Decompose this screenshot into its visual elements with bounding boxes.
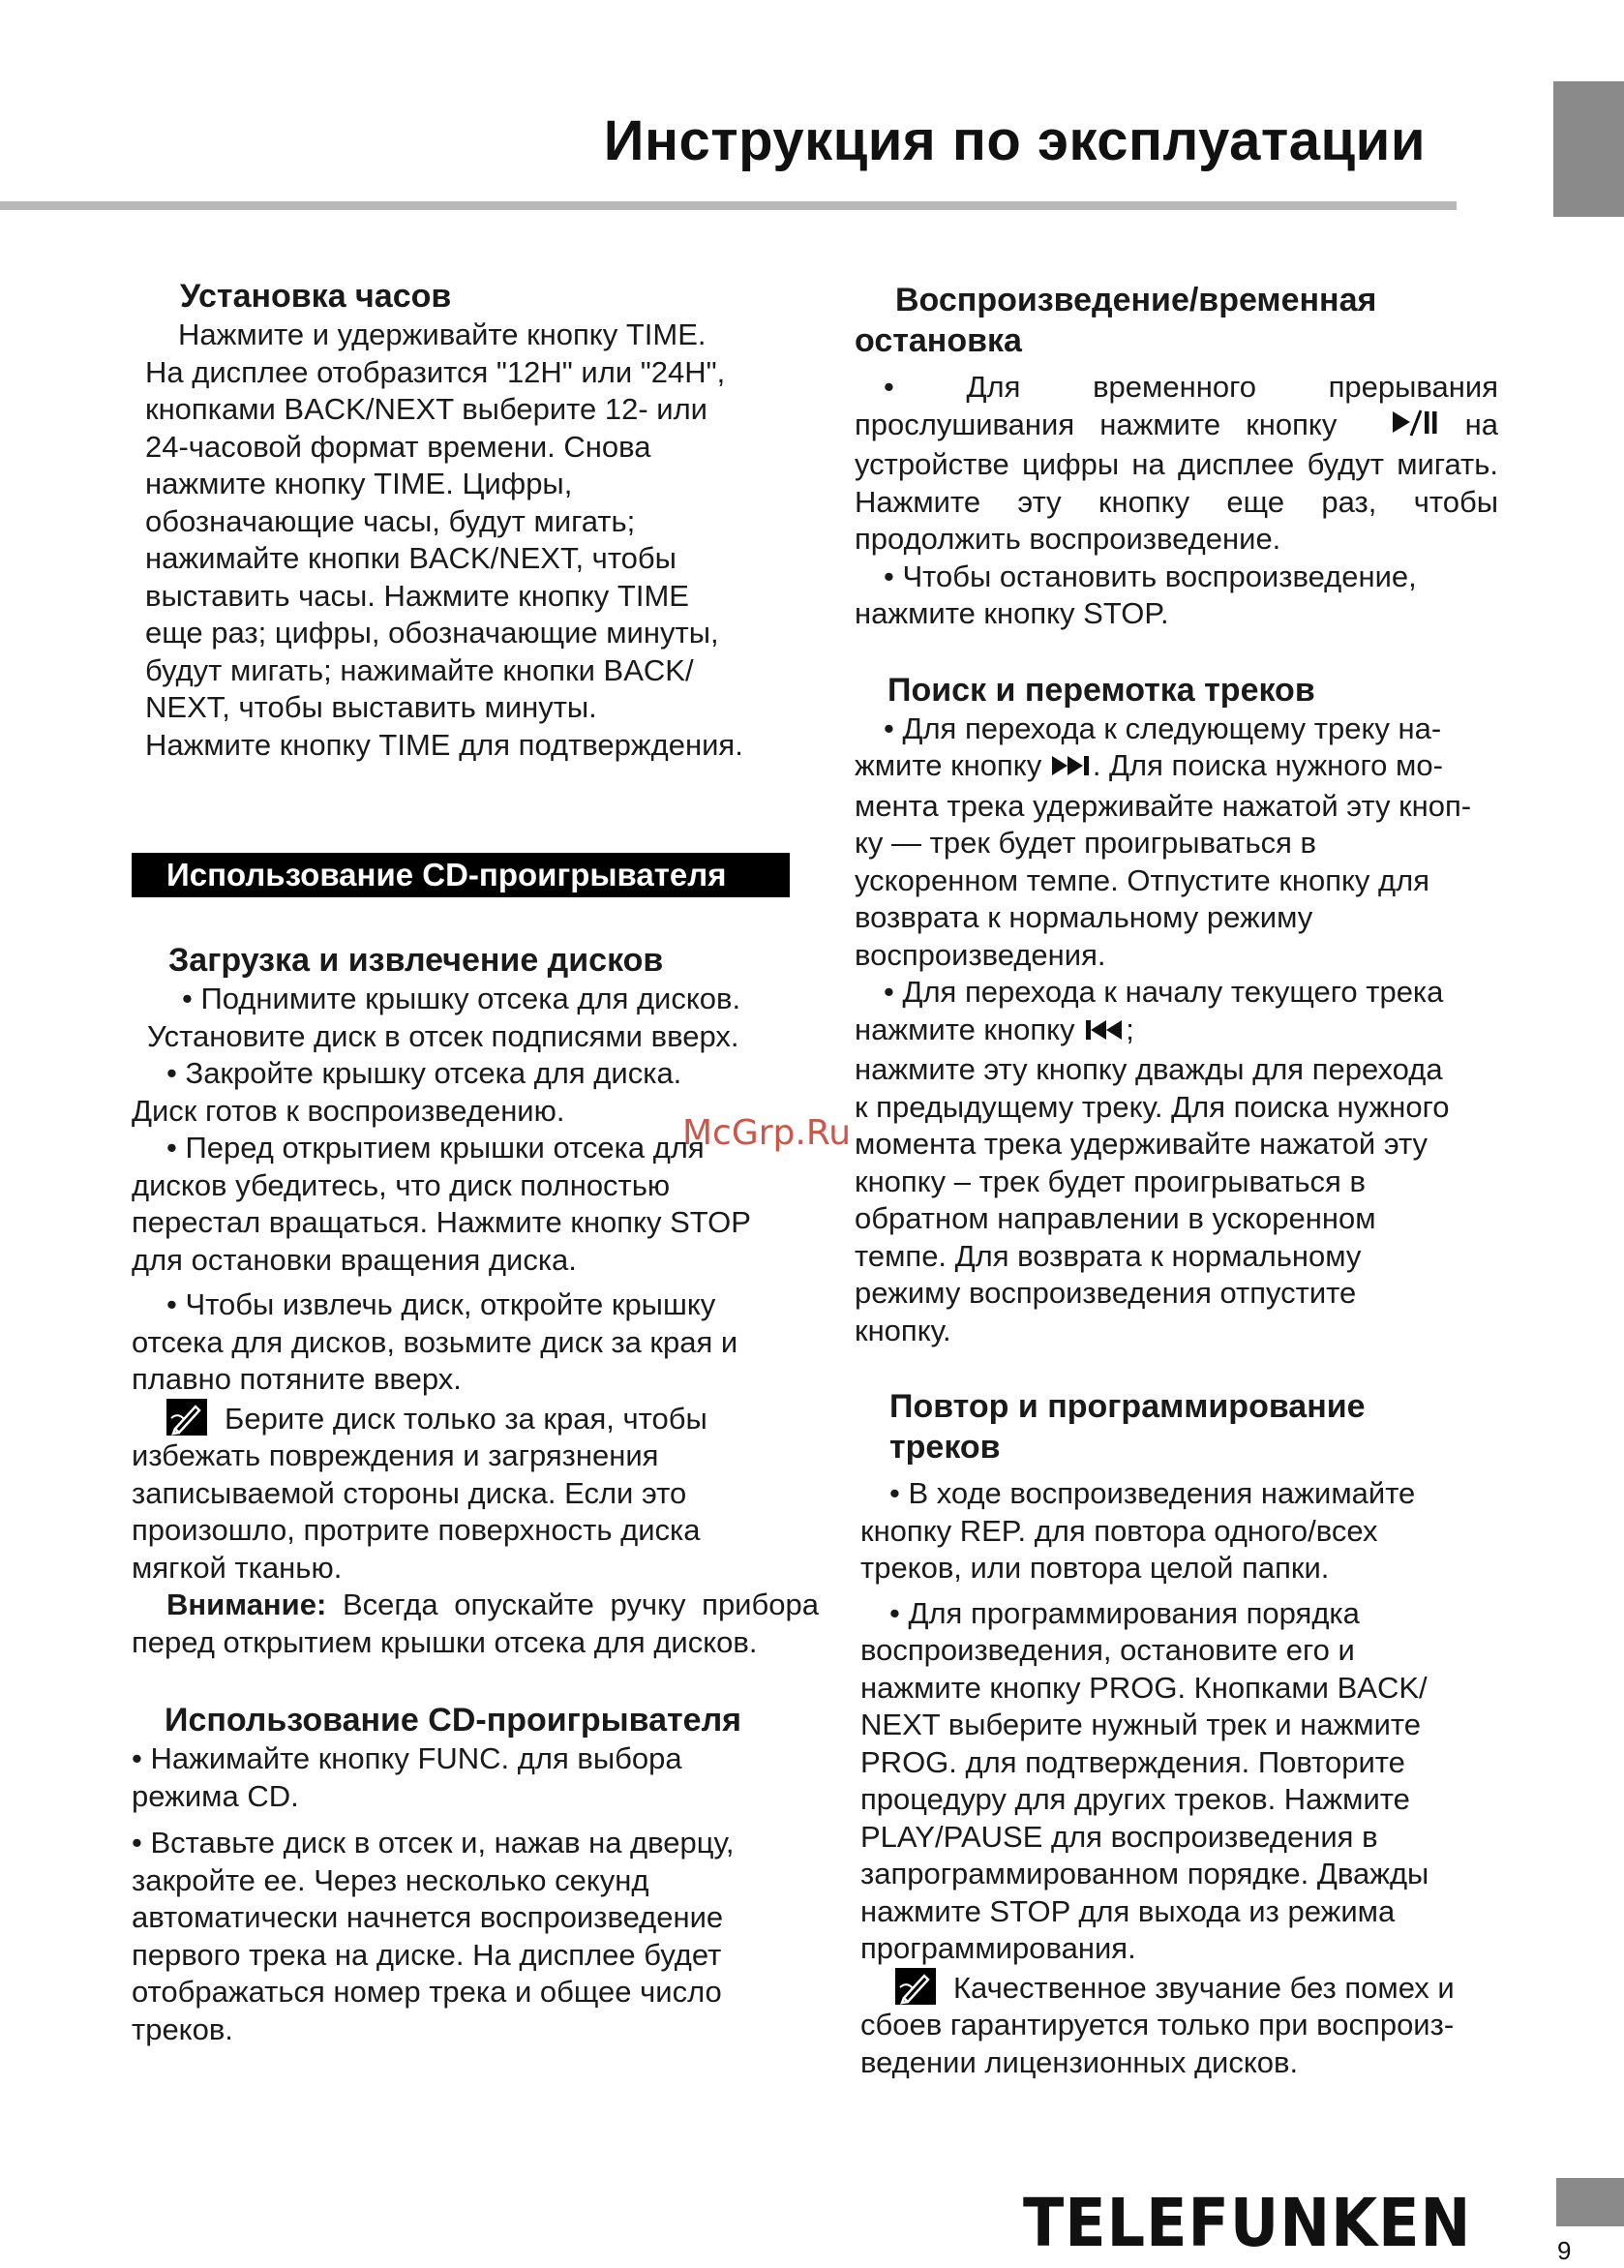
- usage-text: • Нажимайте кнопку FUNC. для выбора режима CD. • Вставьте диск в отсек и, нажав на дверцу, закройте ее. Через несколько секунд автоматически начнется воспроизведение первого трека на диске. На дисплее будет отображаться номер трека и общее число треков.: [132, 1741, 735, 2046]
- brand-logo: TELEFUNKEN: [1023, 2184, 1472, 2262]
- warning-label: Внимание:: [166, 1588, 327, 1621]
- loading-text: • Поднимите крышку отсека для дисков. Установите диск в отсек подписями вверх. • Закройте крышку отсека для диска. Диск готов к воспроизведению. • Перед открытием крышки отсека для дисков убедитесь, что диск полностью перестал вращаться. Нажмите кнопку STOP для остановки вращения диска. • Чтобы извлечь диск, откройте крышку отсека для дисков, возьмите диск за края и плавно потяните вверх. Берите диск только за края, чтобы избежать повреждения и загрязнения записываемой стороны диска. Если это произошло, протрите поверхность диска мягкой тканью. Внимание: Всегда опускайте ручку прибора перед открытием крышки отсека для дисков.: [132, 981, 819, 1661]
- previous-track-icon: [1083, 1014, 1126, 1052]
- warning-paragraph: Внимание: Всегда опускайте ручку прибора перед открытием крышки отсека для дисков.: [132, 1588, 819, 1659]
- repeat-text: • В ходе воспроизведения нажимайте кнопку REP. для повтора одного/всех треков, или повтора целой папки. • Для программирования порядка воспроизведения, остановите его и нажмите кнопку PROG. Кнопками BACK/ NEXT выберите нужный трек и нажмите PROG. для подтверждения. Повторите процедуру для других треков. Нажмите PLAY/PAUSE для воспроизведения в запрограммированном порядке. Дважды нажмите STOP для выхода из режима программирования. Качественное звучание без помех и сбоев гарантируется только при воспроиз- ведении лицензионных дисков.: [860, 1476, 1455, 2079]
- right-column: Воспроизведение/временная остановка • Для временного прерывания прослушивания нажмите кнопку на устройстве цифры на дисплее будут мигать. Нажмите эту кнопку еще раз, чтобы продолжить воспроизведение. • Чтобы остановить воспроизведение, нажмите кнопку STOP. Поиск и перемотка треков • Для перехода к следующему треку на- жмите кнопку . Для поиска нужного мо- мента трека удерживайте нажатой эту кноп- ку — трек будет проигрываться в ускоренном темпе. Отпустите кнопку для возврата к нормальному режиму воспроизведения. • Для перехода к началу текущего трека нажмите кнопку ; нажмите эту кнопку дважды для перехода к предыдущему треку. Для поиска нужного момента трека удерживайте нажатой эту кнопку – трек будет проигрываться в обратном направлении в ускоренном темпе. Для возврата к нормальному режиму воспроизведения отпустите кнопку. Повтор и программирование треков • В ходе воспроизведения нажимайте кнопку REP. для повтора одного/всех треков, или повтора целой папки. • Для программирования порядка воспроизведения, остановите его и нажмите кнопку PROG. Кнопками BACK/ NEXT выберите нужный трек и нажмите PROG. для подтверждения. Повторите процедуру для других треков. Нажмите PLAY/PAUSE для воспроизведения в запрограммированном порядке. Дважды нажмите STOP для выхода из режима программирования. Качественное звучание без помех и сбоев гарантируется только при воспроиз- ведении лицензионных дисков.: [855, 280, 1498, 2081]
- note-pen-icon: [166, 1399, 207, 1436]
- playback-paragraph: • Для временного прерывания прослушивания нажмите кнопку на устройстве цифры на дисплее будут мигать. Нажмите эту кнопку еще раз, чтобы продолжить воспроизведение.: [855, 370, 1498, 556]
- search-heading: Поиск и перемотка треков: [887, 671, 1315, 709]
- page-title: Инструкция по эксплуатации: [603, 109, 1426, 172]
- play-pause-icon: [1362, 408, 1439, 447]
- repeat-heading: Повтор и программирование: [889, 1388, 1366, 1425]
- page-number: 9: [1557, 2236, 1572, 2265]
- header-rule: [0, 201, 1457, 210]
- clock-heading: Установка часов: [180, 278, 452, 315]
- usage-heading: Использование CD-проигрывателя: [165, 1702, 742, 1739]
- note-pen-icon: [895, 1968, 936, 2005]
- clock-text: Нажмите и удерживайте кнопку TIME. На дисплее отобразится "12H" или "24H", кнопками BACK/NEXT выберите 12- или 24-часовой формат времени. Снова нажмите кнопку TIME. Цифры, обозначающие часы, будут мигать; нажимайте кнопки BACK/NEXT, чтобы выставить часы. Нажмите кнопку TIME еще раз; цифры, обозначающие минуты, будут мигать; нажимайте кнопки BACK/ NEXT, чтобы выставить минуты. Нажмите кнопку TIME для подтверждения.: [145, 318, 743, 762]
- loading-heading: Загрузка и извлечение дисков: [168, 942, 664, 979]
- section-banner: Использование CD-проигрывателя: [132, 853, 790, 897]
- left-column: [132, 276, 819, 2048]
- search-text: • Для перехода к следующему треку на- жмите кнопку . Для поиска нужного мо- мента трека удерживайте нажатой эту кноп- ку — трек будет проигрываться в ускоренном темпе. Отпустите кнопку для возврата к нормальному режиму воспроизведения. • Для перехода к началу текущего трека нажмите кнопку ; нажмите эту кнопку дважды для перехода к предыдущему треку. Для поиска нужного момента трека удерживайте нажатой эту кнопку – трек будет проигрываться в обратном направлении в ускоренном темпе. Для возврата к нормальному режиму воспроизведения отпустите кнопку.: [855, 711, 1472, 1347]
- watermark: McGrp.Ru: [682, 1113, 852, 1153]
- chapter-tab: [1553, 81, 1624, 217]
- page-tab: [1556, 2178, 1624, 2226]
- next-track-icon: [1050, 750, 1093, 788]
- playback-heading: Воспроизведение/временная: [895, 282, 1377, 318]
